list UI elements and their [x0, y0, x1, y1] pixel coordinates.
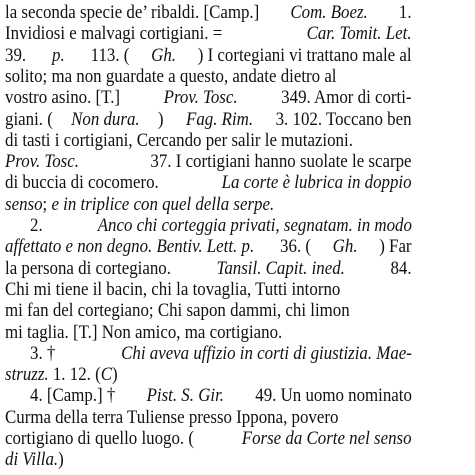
italic-text-run: e in triplice con quel della serpe.: [51, 193, 275, 215]
text-line: [5, 150, 412, 173]
italic-text-run: Tansil. Capit. ined.: [216, 257, 345, 279]
italic-text-run: struzz.: [5, 364, 49, 386]
text-run: 113. (: [86, 44, 130, 66]
italic-text-run: Anco chi corteggia privati, segnatam. in modo: [97, 215, 412, 236]
text-run: 1.: [394, 2, 412, 23]
text-line: [30, 214, 412, 237]
text-line: [5, 427, 412, 450]
text-run: ) Far: [379, 236, 412, 258]
text-run: la persona di cortegiano.: [5, 257, 176, 279]
italic-text-run: affettato e non degno. Bentiv. Lett. p.: [5, 236, 255, 258]
text-run: cortigiano di quello luogo. (: [5, 428, 194, 449]
text-line: [5, 235, 412, 258]
italic-text-run: senso: [5, 193, 43, 215]
italic-text-run: Com. Boez.: [290, 2, 368, 23]
italic-text-run: La corte è lubrica in doppio: [221, 172, 412, 194]
text-run: 4. [Camp.] †: [30, 385, 120, 407]
text-run: la seconda specie de’ ribaldi. [Camp.]: [5, 2, 264, 23]
text-line: [5, 44, 412, 67]
text-line: [5, 278, 412, 301]
text-run: 39.: [5, 44, 31, 66]
text-line: [5, 1, 412, 24]
text-line: [5, 86, 412, 109]
text-run: 3. 102. Toccano ben: [271, 108, 412, 130]
text-line: [5, 171, 412, 194]
text-run: ): [157, 108, 168, 130]
text-run: 2.: [30, 215, 47, 236]
italic-text-run: Prov. Tosc.: [163, 87, 238, 109]
text-run: di tasti i cortigiani, Cercando per salir le mutazioni.: [5, 129, 353, 151]
italic-text-run: Car. Tomit. Let.: [306, 23, 412, 45]
text-line: [5, 363, 412, 386]
text-run: 349. Amor di corti-: [276, 87, 412, 109]
italic-text-run: p.: [52, 44, 65, 66]
text-line: [5, 129, 412, 152]
text-line: [30, 342, 412, 365]
text-run: 1. 12. (: [48, 364, 101, 386]
text-run: solito; ma non guardate a questo, andate dietro al: [5, 65, 337, 87]
italic-text-run: Gh.: [151, 44, 177, 66]
italic-text-run: Gh.: [332, 236, 358, 258]
text-run: ;: [42, 193, 52, 215]
text-line: [5, 65, 412, 88]
text-run: ): [111, 364, 118, 386]
text-run: di buccia di cocomero.: [5, 172, 164, 194]
text-run: ): [58, 449, 64, 471]
text-run: vostro asino. [T.]: [5, 87, 125, 109]
text-line: [5, 406, 412, 429]
italic-text-run: Forse da Corte nel senso: [241, 428, 412, 449]
text-run: 49. Un uomo nominato: [251, 385, 412, 407]
text-line: [5, 321, 412, 344]
italic-text-run: Chi aveva uffizio in corti di giustizia. Mae-: [121, 342, 412, 364]
italic-text-run: Pist. S. Gir.: [146, 385, 225, 407]
text-line: [5, 193, 412, 216]
text-run: mi taglia. [T.] Non amico, ma cortigiano.: [5, 321, 283, 343]
text-run: giani. (: [5, 108, 53, 130]
text-line: [5, 448, 412, 471]
text-line: [5, 299, 412, 322]
italic-text-run: di Villa.: [5, 449, 59, 471]
text-line: [5, 108, 412, 131]
text-run: 37. I cortigiani hanno suolate le scarpe: [146, 151, 412, 173]
text-line: [30, 384, 412, 407]
italic-text-run: C: [100, 364, 112, 386]
text-run: Curma della terra Tuliense presso Ippona, povero: [5, 406, 339, 428]
text-run: 3. †: [30, 342, 60, 364]
text-line: [5, 22, 412, 45]
text-run: Invidiosi e malvagi cortigiani. =: [5, 23, 227, 45]
text-line: [5, 257, 412, 280]
text-run: 84.: [386, 257, 412, 279]
text-run: 36. (: [275, 236, 312, 258]
text-run: ) I cortegiani vi trattano male al: [197, 44, 412, 66]
text-run: mi fan del cortegiano; Chi sapon dammi, chi limon: [5, 300, 350, 322]
italic-text-run: Prov. Tosc.: [5, 151, 79, 173]
text-run: Chi mi tiene il bacin, chi la tovaglia, Tutti intorno: [5, 278, 341, 300]
italic-text-run: Fag. Rim.: [186, 108, 254, 130]
italic-text-run: Non dura.: [71, 108, 140, 130]
